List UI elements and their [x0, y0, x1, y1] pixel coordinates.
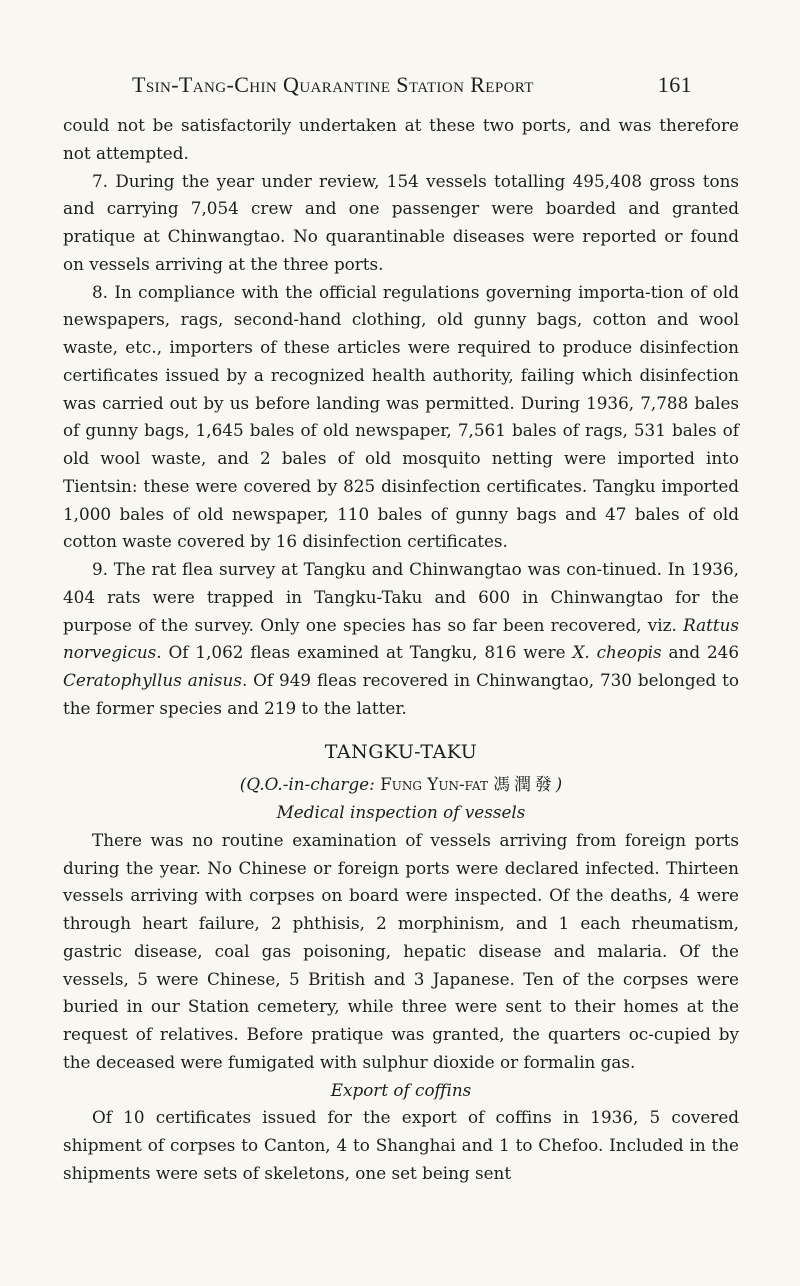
officer-suffix: )	[555, 774, 563, 795]
paragraph-continued: could not be satisfactorily undertaken at these two ports, and was therefore not attempted.	[63, 115, 739, 163]
paragraph-9	[63, 556, 739, 723]
paragraph-9-part-c: and 246	[661, 642, 740, 663]
paragraph-9-part-b: . Of 1,062 fleas examined at Tangku, 816 were	[156, 642, 573, 663]
subheading-medical-inspection: Medical inspection of vessels	[276, 802, 526, 822]
body-text	[63, 112, 739, 1188]
paragraph-medical-inspection: There was no routine examination of vessels arriving from foreign ports during the year. No Chinese or foreign ports were declared infected. Thirteen vessels arriving with corpses on board were inspected. Of the deaths, 4 were through heart failure, 2 phthisis, 2 morphinism, and 1 each rheumatism, gastric disease, coal gas poisoning, hepatic disease and malaria. Of the vessels, 5 were Chinese, 5 British and 3 Japanese. Ten of the corpses were buried in our Station cemetery, while three were sent to their homes at the request of relatives. Before pratique was granted, the quarters oc-cupied by the deceased were fumigated with sulphur dioxide or formalin gas.	[63, 829, 739, 1072]
paragraph-7: 7. During the year under review, 154 vessels totalling 495,408 gross tons and carrying 7,054 crew and one passenger were boarded and granted pratique at Chinwangtao. No quarantinable diseases were reported or found on vessels arriving at the three ports.	[63, 170, 739, 274]
paragraph-9-part-a: 9. The rat flea survey at Tangku and Chinwangtao was con-tinued. In 1936, 404 rats were trapped in Tangku-Taku and 600 in Chinwangtao for the purpose of the survey. Only one species has so far been recovered, viz.	[63, 559, 739, 635]
officer-prefix: (Q.O.-in-charge:	[239, 774, 381, 795]
species-cheopis: X. cheopis	[572, 642, 662, 663]
page-number: 161	[657, 72, 692, 97]
officer-name: Fung Yun-fat	[380, 774, 488, 795]
running-header	[132, 72, 692, 98]
running-title: Tsin-Tang-Chin Quarantine Station Report	[132, 72, 534, 97]
species-rattus: Rattus norvegicus	[63, 614, 739, 663]
paragraph-9-part-d: . Of 949 fleas recovered in Chinwangtao, 730 belonged to the former species and 219 to the latter.	[63, 670, 739, 718]
section-heading-tangku-taku: TANGKU-TAKU	[324, 740, 478, 763]
officer-chinese-name: 馮潤發	[493, 774, 556, 795]
paragraph-8: 8. In compliance with the official regulations governing importa-tion of old newspapers, rags, second-hand clothing, old gunny bags, cotton and wool waste, etc., importers of these articles were required to produce disinfection certificates issued by a recognized health authority, failing which disinfection was carried out by us before landing was permitted. During 1936, 7,788 bales of gunny bags, 1,645 bales of old newspaper, 7,561 bales of rags, 531 bales of old wool waste, and 2 bales of old mosquito netting were imported into Tientsin: these were covered by 825 disinfection certificates. Tangku imported 1,000 bales of old newspaper, 110 bales of gunny bags and 47 bales of old cotton waste covered by 16 disinfection certificates.	[63, 281, 739, 552]
paragraph-export-of-coffins: Of 10 certificates issued for the export of coffins in 1936, 5 covered shipment of corpses to Canton, 4 to Shanghai and 1 to Chefoo. Included in the shipments were sets of skeletons, one set being sent	[63, 1107, 739, 1183]
subheading-export-of-coffins: Export of coffins	[330, 1079, 472, 1100]
officer-in-charge-line	[63, 771, 739, 799]
species-ceratophyllus: Ceratophyllus anisus	[63, 670, 242, 690]
